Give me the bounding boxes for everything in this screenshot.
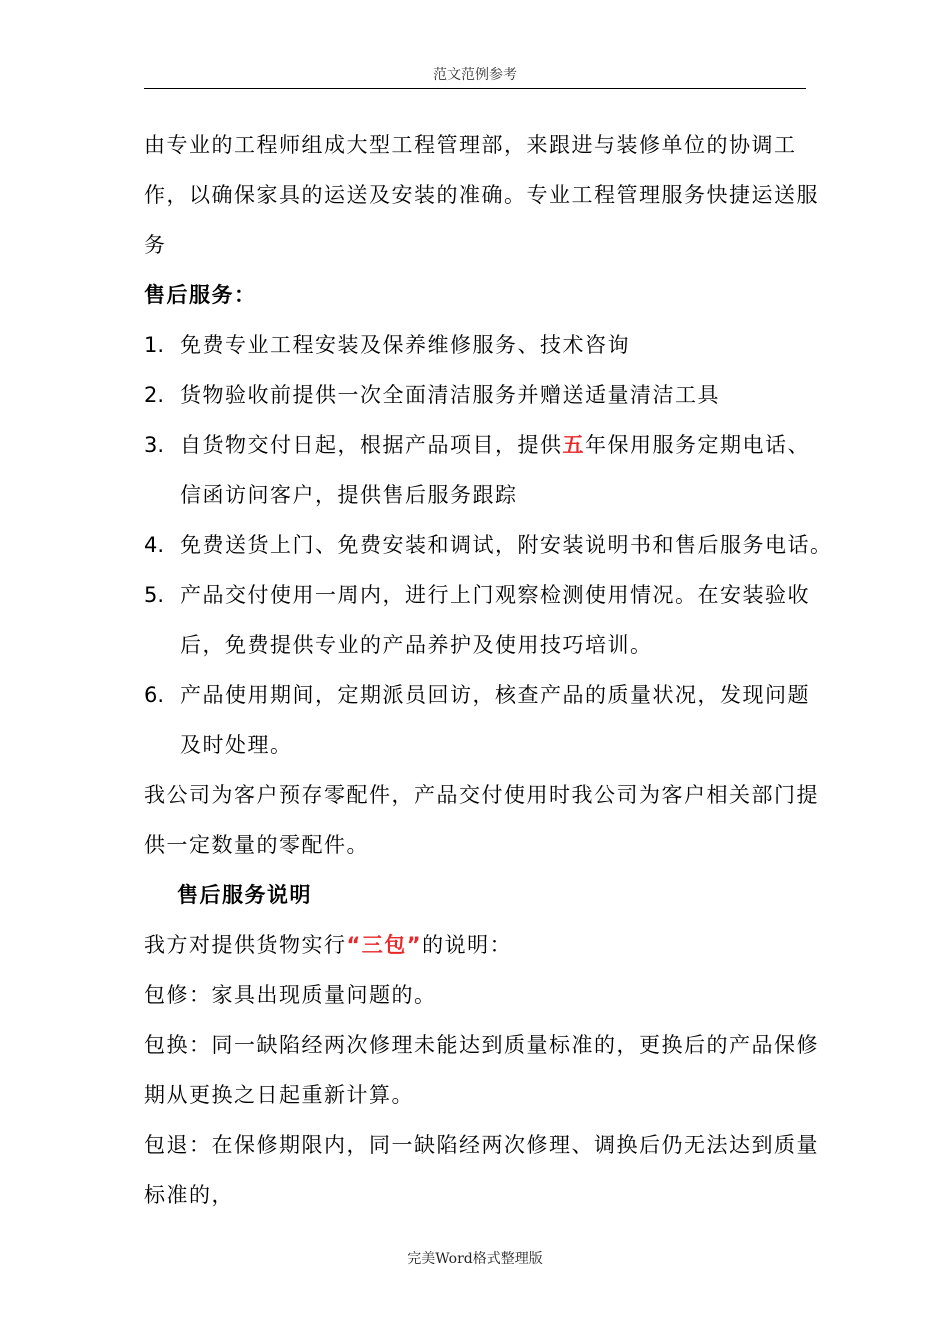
return-line-1: 包退：在保修期限内，同一缺陷经两次修理、调换后仍无法达到质量 [144, 1133, 819, 1157]
list-text: 免费专业工程安装及保养维修服务、技术咨询 [180, 333, 630, 357]
list-number: 4. [144, 533, 165, 557]
list-item-6 [144, 670, 810, 720]
exchange-line-2: 期从更换之日起重新计算。 [144, 1083, 414, 1107]
exchange-line-1: 包换：同一缺陷经两次修理未能达到质量标准的，更换后的产品保修 [144, 1033, 819, 1057]
parts-line-2: 供一定数量的零配件。 [144, 833, 369, 857]
list-text: 货物验收前提供一次全面清洁服务并赠送适量清洁工具 [180, 383, 720, 407]
intro-line-1: 由专业的工程师组成大型工程管理部，来跟进与装修单位的协调工 [144, 133, 797, 157]
after-sales-heading: 售后服务： [144, 283, 257, 307]
list-text: 产品交付使用一周内，进行上门观察检测使用情况。在安装验收 [180, 583, 810, 607]
page-header: 范文范例参考 [433, 67, 517, 83]
intro-line-2: 作，以确保家具的运送及安装的准确。专业工程管理服务快捷运送服 [144, 183, 819, 207]
intro-pre: 我方对提供货物实行 [144, 933, 347, 957]
list-number: 5. [144, 583, 165, 607]
list-item-5 [144, 570, 810, 620]
repair-line: 包修：家具出现质量问题的。 [144, 983, 437, 1007]
list-text-post: 年保用服务定期电话、 [585, 433, 810, 457]
parts-line-1: 我公司为客户预存零配件，产品交付使用时我公司为客户相关部门提 [144, 783, 819, 807]
intro-line-3: 务 [144, 233, 167, 257]
intro-post: 的说明： [422, 933, 513, 957]
three-guarantees-intro [144, 920, 806, 970]
list-item-3 [144, 420, 810, 470]
list-item-5-continued: 后，免费提供专业的产品养护及使用技巧培训。 [180, 633, 653, 657]
list-number: 6. [144, 683, 165, 707]
list-number: 3. [144, 433, 165, 457]
list-text-pre: 自货物交付日起，根据产品项目，提供 [180, 433, 563, 457]
list-item-6-continued: 及时处理。 [180, 733, 293, 757]
document-body [144, 120, 833, 1220]
list-number: 1. [144, 333, 165, 357]
explanation-heading: 售后服务说明 [177, 883, 312, 907]
list-text: 产品使用期间，定期派员回访，核查产品的质量状况，发现问题 [180, 683, 810, 707]
list-item-2 [144, 370, 806, 420]
highlight-years: 五 [562, 433, 585, 457]
three-guarantees-highlight: “三包” [346, 933, 423, 957]
list-number: 2. [144, 383, 165, 407]
page-footer: 完美Word格式整理版 [407, 1251, 543, 1267]
list-item-4 [144, 520, 833, 570]
list-item-1 [144, 320, 806, 370]
header-rule [144, 88, 806, 89]
list-text: 免费送货上门、免费安装和调试，附安装说明书和售后服务电话。 [180, 533, 833, 557]
return-line-2: 标准的， [144, 1183, 234, 1207]
list-item-3-continued: 信函访问客户，提供售后服务跟踪 [180, 483, 518, 507]
